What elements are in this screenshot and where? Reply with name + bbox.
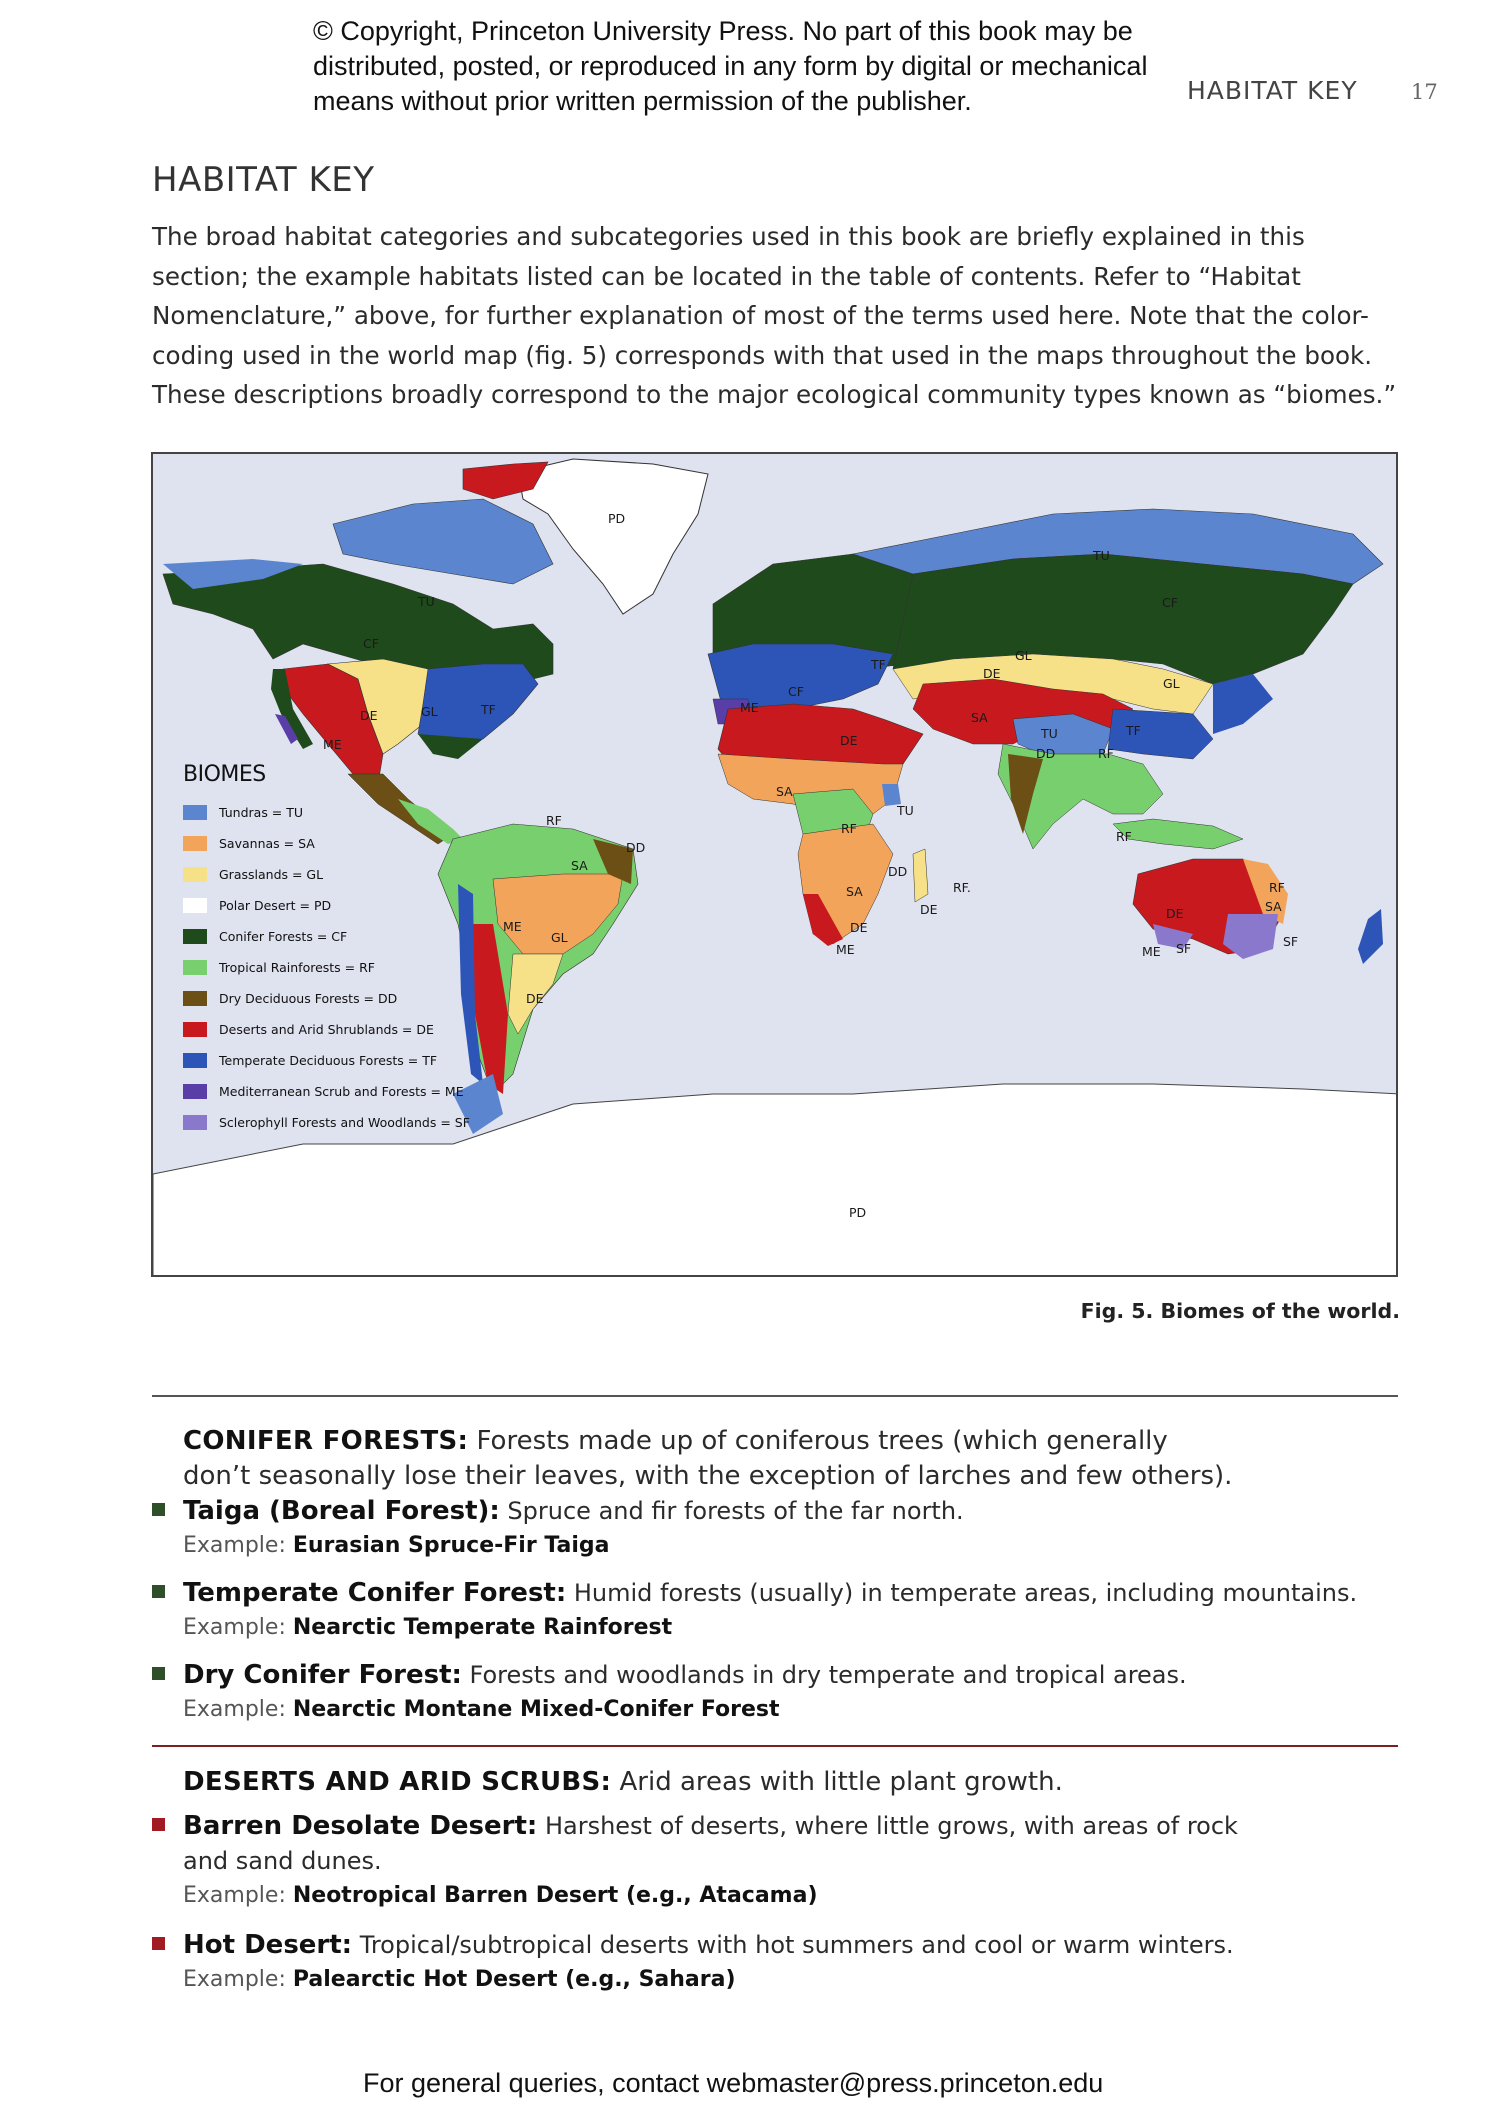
map-region-label: SA [776,784,793,799]
copyright-notice [313,14,1213,119]
copyright-line: means without prior written permission of the publisher. [313,86,972,116]
example-value: Neotropical Barren Desert (e.g., Atacama) [292,1883,818,1908]
running-header: HABITAT KEY [1187,76,1358,105]
intro-line: section; the example habitats listed can be located in the table of contents. Refer to “Habitat [152,261,1301,291]
intro-line: coding used in the world map (fig. 5) corresponds with that used in the maps throughout the book. [152,340,1373,370]
habitat-desc: Forests and woodlands in dry temperate and tropical areas. [461,1661,1187,1689]
map-region-label: CF [1162,595,1178,610]
map-region-label: RF [1116,829,1132,844]
green-square-bullet-icon [152,1667,165,1680]
conifer-heading [183,1424,1283,1494]
example-label: Example: [183,1967,293,1992]
legend-swatch [183,960,207,975]
legend-item-tu [183,797,470,828]
legend-swatch [183,1053,207,1068]
habitat-desc: Harshest of deserts, where little grows, with areas of rock [537,1812,1238,1840]
section-divider [152,1395,1398,1397]
legend-item-cf [183,921,470,952]
deserts-heading-title: DESERTS AND ARID SCRUBS: [183,1767,612,1797]
map-region-label: RF [546,813,562,828]
map-region-label: ME [323,737,342,752]
habitat-name: Taiga (Boreal Forest): [183,1496,500,1526]
legend-items [183,797,470,1138]
map-region-label: RF [841,821,857,836]
map-region-label: TU [1093,548,1110,563]
map-legend [183,762,470,1138]
map-region-label: SA [971,710,988,725]
legend-item-dd [183,983,470,1014]
legend-item-rf [183,952,470,983]
habitat-desc: Humid forests (usually) in temperate areas, including mountains. [566,1579,1358,1607]
legend-label: Tundras = TU [219,805,304,820]
legend-label: Deserts and Arid Shrublands = DE [219,1022,434,1037]
map-region-label: TF [1126,723,1141,738]
footer-contact: For general queries, contact webmaster@press.princeton.edu [363,2068,1104,2098]
map-region-label: PD [608,511,626,526]
habitat-name: Temperate Conifer Forest: [183,1578,567,1608]
map-region-label: SF [1176,941,1192,956]
example-value: Nearctic Montane Mixed-Conifer Forest [292,1697,780,1722]
legend-item-sa [183,828,470,859]
map-region-label: DE [526,991,544,1006]
biome-world-map [151,452,1398,1277]
map-region-label: RF [1098,746,1114,761]
legend-item-tf [183,1045,470,1076]
legend-item-gl [183,859,470,890]
map-region-label: DD [626,840,646,855]
legend-label: Sclerophyll Forests and Woodlands = SF [219,1115,470,1130]
example-label: Example: [183,1533,293,1558]
green-square-bullet-icon [152,1503,165,1516]
habitat-name: Hot Desert: [183,1930,353,1960]
map-region-label: CF [363,636,379,651]
legend-swatch [183,898,207,913]
habitat-item-temperate-conifer [152,1576,1392,1644]
legend-label: Mediterranean Scrub and Forests = ME [219,1084,464,1099]
habitat-desc-cont: and sand dunes. [183,1847,382,1875]
example-value: Eurasian Spruce-Fir Taiga [292,1533,610,1558]
intro-line: These descriptions broadly correspond to the major ecological community types known as “biomes.” [152,380,1397,409]
section-divider-red [152,1745,1398,1747]
intro-paragraph [152,217,1402,415]
copyright-line: © Copyright, Princeton University Press. No part of this book may be [313,16,1133,46]
legend-label: Polar Desert = PD [219,898,332,913]
map-region-label: DE [920,902,938,917]
map-region-label: DE [360,708,378,723]
legend-swatch [183,1115,207,1130]
deserts-heading-desc: Arid areas with little plant growth. [611,1767,1063,1797]
intro-line: The broad habitat categories and subcategories used in this book are briefly explained in this [152,222,1305,251]
legend-swatch [183,836,207,851]
map-region-label: ME [740,700,759,715]
habitat-item-dry-conifer [152,1658,1392,1726]
map-region-label: CF [788,684,804,699]
legend-label: Tropical Rainforests = RF [219,960,375,975]
legend-label: Temperate Deciduous Forests = TF [219,1053,438,1068]
example-label: Example: [183,1883,293,1908]
legend-swatch [183,1022,207,1037]
red-square-bullet-icon [152,1937,165,1950]
deserts-heading [183,1765,1283,1800]
map-region-label: TU [897,803,914,818]
figure-caption: Fig. 5. Biomes of the world. [1080,1299,1400,1323]
map-region-label: ME [503,919,522,934]
map-region-label: GL [1015,648,1032,663]
page-number: 17 [1411,80,1438,104]
legend-swatch [183,1084,207,1099]
map-region-label: SA [1265,899,1282,914]
legend-swatch [183,867,207,882]
legend-swatch [183,929,207,944]
habitat-item-taiga [152,1494,1392,1562]
legend-item-pd [183,890,470,921]
copyright-line: distributed, posted, or reproduced in any form by digital or mechanical [313,51,1148,81]
legend-label: Savannas = SA [219,836,315,851]
map-region-label: SA [571,858,588,873]
map-region-label: ME [1142,944,1161,959]
legend-title: BIOMES [183,762,266,787]
example-value: Nearctic Temperate Rainforest [292,1615,673,1640]
map-region-label: DE [1166,906,1184,921]
intro-line: Nomenclature,” above, for further explanation of most of the terms used here. Note that the color- [152,301,1369,330]
map-region-label: DD [1036,746,1056,761]
example-label: Example: [183,1697,293,1722]
map-region-label: DE [840,733,858,748]
map-region-label: ME [836,942,855,957]
legend-item-me [183,1076,470,1107]
map-region-label: TU [418,594,435,609]
conifer-heading-desc: Forests made up of coniferous trees (which generally [468,1426,1168,1456]
habitat-desc: Tropical/subtropical deserts with hot summers and cool or warm winters. [352,1931,1234,1959]
legend-swatch [183,991,207,1006]
map-region-label: GL [1163,676,1180,691]
map-region-label: TU [1041,726,1058,741]
page-title: HABITAT KEY [152,160,375,200]
legend-label: Conifer Forests = CF [219,929,348,944]
map-region-label: GL [551,930,568,945]
legend-label: Grasslands = GL [219,867,324,882]
map-region-label: TF [871,657,886,672]
map-region-label: SF [1283,934,1299,949]
habitat-item-hot-desert [152,1928,1392,1996]
habitat-item-barren-desert [152,1809,1392,1912]
map-region-label: DE [983,666,1001,681]
conifer-heading-title: CONIFER FORESTS: [183,1426,469,1456]
map-region-label: RF [1269,880,1285,895]
legend-swatch [183,805,207,820]
habitat-desc: Spruce and fir forests of the far north. [499,1497,964,1525]
map-region-label: DE [850,920,868,935]
habitat-name: Dry Conifer Forest: [183,1660,462,1690]
example-label: Example: [183,1615,293,1640]
legend-item-de [183,1014,470,1045]
legend-label: Dry Deciduous Forests = DD [219,991,398,1006]
map-region-label: SA [846,884,863,899]
map-region-label: GL [421,704,438,719]
legend-item-sf [183,1107,470,1138]
habitat-name: Barren Desolate Desert: [183,1811,538,1841]
example-value: Palearctic Hot Desert (e.g., Sahara) [292,1967,736,1992]
map-region-label: RF. [953,880,971,895]
map-region-label: TF [481,702,496,717]
green-square-bullet-icon [152,1585,165,1598]
map-region-label: PD [849,1205,867,1220]
map-region-label: DD [888,864,908,879]
red-square-bullet-icon [152,1818,165,1831]
conifer-heading-desc2: don’t seasonally lose their leaves, with the exception of larches and few others). [183,1461,1233,1491]
